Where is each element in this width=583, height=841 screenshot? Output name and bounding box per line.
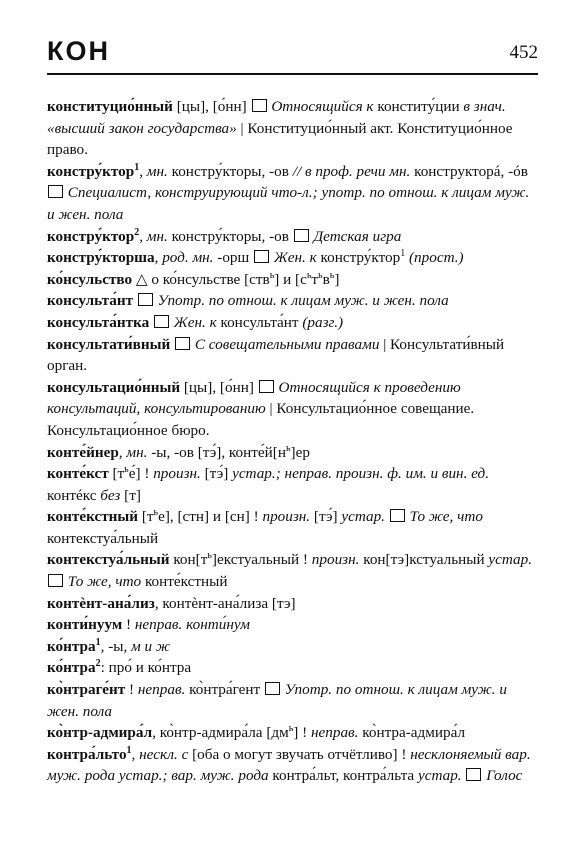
square-marker-icon [294,229,309,242]
italic-note: Относящийся к проведению консультаций, консультированию [47,378,461,418]
italic-note: Детская игра [309,227,402,245]
dictionary-entry [47,679,539,722]
entry-text: конте́кстный [141,573,228,591]
headword: конте́кст [47,465,109,483]
square-marker-icon [175,337,190,350]
italic-note: (разг.) [302,313,344,331]
italic-note: несклоняемый вар. муж. рода устар.; вар. муж. рода [47,745,531,785]
italic-note: Голос [482,767,523,785]
headword: консультацио́нный [47,378,181,396]
entry-text: констру́кторы, -ов [167,162,293,180]
entry-text: ] ! [293,724,311,742]
square-marker-icon [48,185,63,198]
entry-text: [цы], [о́нн] [180,378,258,396]
entry-text: конструкторá, -óв [410,162,528,180]
entry-text: консульта́нт [216,313,303,331]
entry-text: [т] [120,486,141,504]
italic-note: , род. мн. [154,249,214,267]
italic-note: устар. [341,508,385,526]
dictionary-entry [47,442,539,464]
dictionary-entry [47,722,539,744]
headword: контекстуа́льный [47,551,170,569]
italic-note: Специалист, конструирующий что-л.; употр. по отнош. к лицам муж. и жен. пола [47,184,530,223]
italic-note: устар.; неправ. произн. ф. им. и вин. ед. [232,465,490,483]
dictionary-entry [47,96,539,161]
square-marker-icon [48,574,63,587]
italic-note: То же, что [64,573,142,591]
entry-text: контéкс [47,486,101,504]
square-marker-icon [138,293,153,306]
entry-text: ]ер [290,443,310,461]
italic-note: , мн. [139,227,168,245]
headword: констру́ктор [47,227,135,245]
italic-note: неправ. [311,724,359,742]
entry-text: -орш [213,249,254,267]
italic-note: в знач. «высший закон государства» [47,98,506,137]
entry-text: кон[т [169,551,208,569]
superscript: 1 [400,248,406,260]
headword: консульта́нтка [47,313,150,331]
headword: констру́ктор [47,162,135,180]
italic-note: устар. [488,551,533,569]
dictionary-entry [47,290,539,312]
italic-note: // в проф. речи мн. [292,162,411,180]
square-marker-icon [259,380,274,393]
italic-note: С совещательными правами [191,335,380,353]
italic-note: м и ж [131,637,171,655]
entry-text [462,767,466,784]
italic-note: конти́нум [182,616,250,634]
superscript: 1 [126,744,132,756]
italic-note: произн. [153,465,201,483]
entry-text: ко̀нтра́гент [185,681,264,699]
entry-text: △ о ко́нсульстве [ств [132,270,270,288]
entry-text: кон[тэ]кстуальный [359,551,489,569]
entry-text: [оба о могут звучать отчётливо] ! [188,745,411,763]
italic-note: неправ. [134,616,183,634]
italic-note: Относящийся к [267,98,374,115]
italic-note: устар. [417,767,462,785]
entry-text: конститу́ции [373,98,464,115]
entry-text: в [322,270,330,288]
dictionary-entry [47,549,539,592]
entry-text: [т [108,465,125,483]
italic-note: , нескл. с [131,745,189,763]
entry-text: контра́льт, контра́льта [268,767,418,785]
entry-text: : про́ и ко́нтра [100,659,192,677]
entry-text [170,336,174,353]
dictionary-entry [47,636,539,658]
headword: конте́кстный [47,508,139,526]
entry-text: ] и [с [274,270,307,288]
headword: ко́нтра [47,659,96,677]
dictionary-entry [47,334,539,377]
header-rule [47,73,538,75]
square-marker-icon [265,682,280,695]
italic-note: произн. [311,551,360,569]
entry-text [149,314,153,331]
headword: контра́льто [47,745,127,763]
superscript: 1 [134,161,140,173]
superscript: ь [153,507,159,519]
headword: консульта́нт [47,292,134,310]
entry-text: ! [125,681,138,699]
square-marker-icon [252,99,267,112]
entry-text: констру́кторы, -ов [167,227,293,245]
dictionary-entry [47,269,539,291]
entry-text: е], [стн] и [сн] ! [158,508,263,526]
dictionary-entry [47,247,539,269]
entry-text: контекстуа́льный [47,529,159,547]
square-marker-icon [466,768,481,781]
italic-note: неправ. [137,681,186,699]
square-marker-icon [390,509,405,522]
headword: констру́кторша [47,249,155,267]
headword: ко́нтра [47,637,96,655]
superscript: 1 [95,636,101,648]
italic-note: без [100,486,121,504]
entry-text: ]екстуальный ! [211,551,312,569]
superscript: ь [269,269,275,281]
entry-text: е́] ! [128,465,154,483]
superscript: 2 [95,658,101,670]
superscript: ь [288,723,294,735]
entry-text: , контѐнт-ана́лиза [тэ] [154,594,296,612]
dictionary-entry [47,312,539,334]
entry-text [133,292,137,309]
entry-text: [т [138,508,154,526]
italic-note: Употр. по отнош. к лицам муж. и жен. пола [153,292,449,310]
italic-note: Жен. к [170,313,217,331]
entry-text [385,508,389,525]
entry-text: [тэ́] [310,508,342,526]
italic-note: , мн. [139,162,168,180]
italic-note: Употр. по отнош. к лицам муж. и жен. пола [47,681,507,720]
headword: ко̀нтр-адмира́л [47,724,153,742]
dictionary-entry [47,657,539,679]
superscript: ь [329,269,335,281]
entry-text: т [311,270,319,288]
headword: конте́йнер [47,443,119,461]
superscript: 2 [134,226,140,238]
superscript: ь [207,550,212,562]
headword: конти́нуум [47,616,123,634]
square-marker-icon [254,250,269,263]
dictionary-entry [47,161,539,226]
headword: ко́нсульство [47,270,133,288]
superscript: ь [306,269,312,281]
dictionary-entry [47,506,539,549]
dictionary-entry [47,614,539,636]
entry-text: | Конституцио́нный акт. Конституцио́нное право. [47,119,513,159]
superscript: ь [124,464,129,476]
dictionary-entry [47,593,539,615]
dictionary-entry [47,226,539,248]
dictionary-entry [47,377,539,442]
headword: ко̀нтраге́нт [47,681,126,699]
italic-note: Жен. к [270,249,317,267]
page-number: 452 [509,42,538,63]
dictionary-entries [47,96,539,787]
superscript: ь [318,269,323,281]
superscript: ь [285,442,291,454]
headword: конституцио́нный [47,98,173,115]
entry-text: констру́ктор [316,249,401,267]
entry-text: [тэ́] [200,465,233,483]
italic-note: (прост.) [405,249,464,267]
dictionary-entry [47,463,539,506]
italic-note: произн. [262,508,311,526]
entry-text: , -ы, [100,637,132,655]
dictionary-entry [47,744,539,787]
headword: консультати́вный [47,335,171,353]
page-header-title: КОН [47,36,110,66]
entry-text: ко̀нтра-адмира́л [358,724,466,742]
italic-note: , мн. [118,443,148,461]
entry-text: , ко̀нтр-адмира́ла [дм [152,724,289,742]
italic-note: То же, что [405,508,483,526]
entry-text: ! [122,616,135,634]
entry-text: -ы, -ов [тэ́], конте́й[н [147,443,286,461]
entry-text: [цы], [о́нн] [172,98,251,115]
entry-text: | Консультацио́нное совещание. Консультацио́нное бюро. [47,400,475,439]
entry-text: | Консультати́вный орган. [47,335,505,375]
entry-text: ] [334,270,340,288]
headword: контѐнт-ана́лиз [47,594,155,612]
square-marker-icon [154,315,169,328]
